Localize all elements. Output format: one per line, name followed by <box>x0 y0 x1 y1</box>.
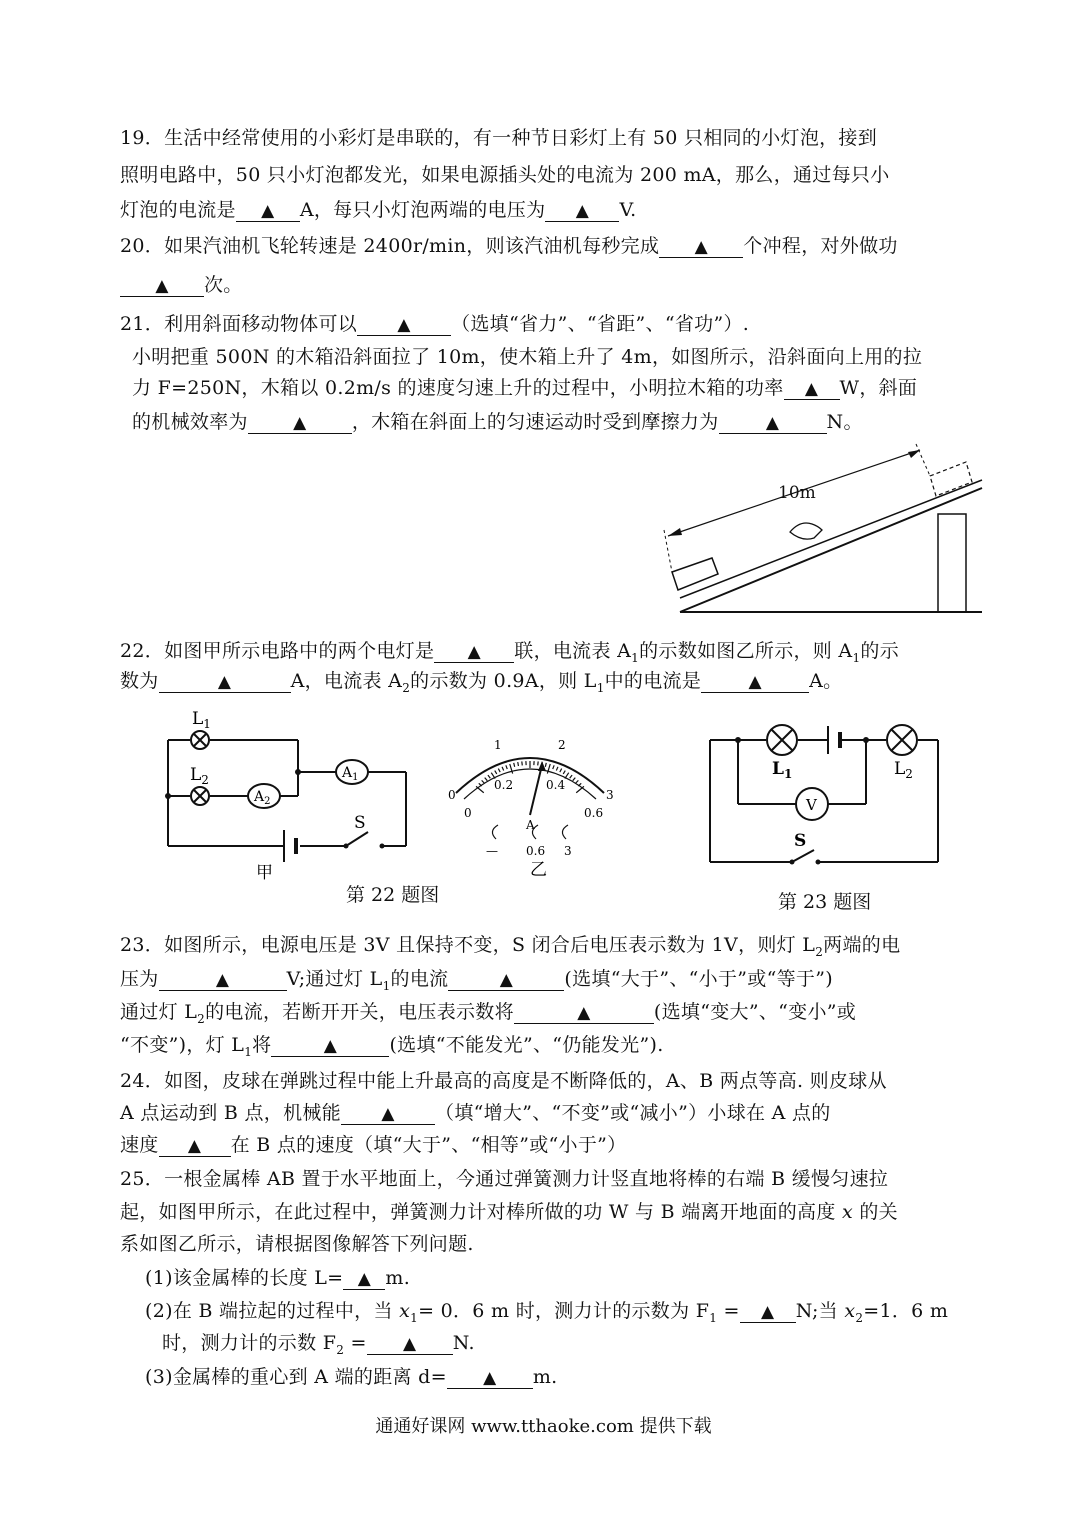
q25-part-1: (1)该金属棒的长度 L= ▲ m. <box>145 1267 411 1289</box>
dial-top-3: 3 <box>606 788 614 802</box>
answer-blank[interactable]: ▲ <box>448 969 564 991</box>
terminal-3: 3 <box>564 844 572 858</box>
dial-tick <box>476 786 484 792</box>
q20-line-2: ▲ 次。 <box>120 270 970 297</box>
q21-line-3: 力 F=250N，木箱以 0.2m/s 的速度匀速上升的过程中，小明拉木箱的功率 ▲ W，斜面 <box>132 377 918 399</box>
answer-blank[interactable]: ▲ <box>434 641 514 663</box>
dial-tick <box>502 767 504 771</box>
answer-blank[interactable]: ▲ <box>248 412 352 434</box>
dial-bottom-a: A <box>526 818 535 832</box>
q22-line-1: 22．如图甲所示电路中的两个电灯是 ▲ 联，电流表 $A_1$的示数如图乙所示，则 $A_1$的示 <box>120 640 900 665</box>
voltmeter-label: V <box>806 796 817 814</box>
q22-line-2: 数为 ▲ A，电流表 $A_2$的示数为 0.9A，则 $L_1$中的电流是 ▲ A。 <box>120 670 843 695</box>
answer-blank[interactable]: ▲ <box>514 1002 654 1024</box>
circuit-jia <box>150 700 420 890</box>
dial-tick <box>560 769 562 773</box>
lamp-l2-label: $L_2$ <box>894 759 913 781</box>
dial-tick <box>482 780 485 783</box>
q25-line-2: 起，如图甲所示，在此过程中，弹簧测力计对棒所做的功 W 与 B 端离开地面的高度 x 的关 <box>120 1201 898 1223</box>
switch-s-label: S <box>354 813 366 833</box>
answer-blank[interactable]: ▲ <box>120 275 204 297</box>
answer-blank[interactable]: ▲ <box>159 969 287 991</box>
dial-top-1: 1 <box>494 738 502 752</box>
answer-blank[interactable]: ▲ <box>159 671 291 693</box>
dial-bottom-0: 0 <box>464 806 472 820</box>
dial-tick <box>563 771 565 774</box>
dial-top-2: 2 <box>558 738 566 752</box>
lamp-l1-label: $L_1$ <box>772 759 793 781</box>
lamp-l2-label: $L_2$ <box>190 765 209 787</box>
q23-line-4: “不变”)，灯 $L_1$将 ▲ (选填“不能发光”、“仍能发光”). <box>120 1034 664 1059</box>
q21-line-2: 小明把重 500N 的木箱沿斜面拉了 10m，使木箱上升了 4m，如图所示，沿斜面向上用的拉 <box>132 346 923 368</box>
dial-tick <box>545 763 546 767</box>
lamp-l1-label: $L_1$ <box>192 709 211 731</box>
ammeter-dial <box>442 735 618 877</box>
q19-line-2: 照明电路中，50 只小灯泡都发光，如果电源插头处的电流为 200 mA，那么，通过每只小 <box>120 164 890 186</box>
q21-line-1: 21．利用斜面移动物体可以 ▲ （选填“省力”、“省距”、“省功”）. <box>120 313 750 335</box>
terminal-06: 0.6 <box>526 844 546 858</box>
dial-tick <box>514 763 515 767</box>
dial-tick <box>506 765 507 769</box>
q25-line-3: 系如图乙所示，请根据图像解答下列问题. <box>120 1233 474 1255</box>
dial-inner-02: 0.2 <box>494 778 514 792</box>
dial-inner-04: 0.4 <box>546 778 566 792</box>
figure-22-caption: 第 22 题图 <box>346 884 440 906</box>
answer-blank[interactable]: ▲ <box>159 1135 231 1157</box>
answer-blank[interactable]: ▲ <box>271 1035 389 1057</box>
answer-blank[interactable]: ▲ <box>357 314 451 336</box>
dial-tick <box>570 775 572 778</box>
dial-tick <box>556 767 558 771</box>
ammeter-a1-label: $A_1$ <box>342 765 359 783</box>
dial-tick <box>495 771 497 774</box>
dial-tick <box>485 778 488 781</box>
dial-tick <box>576 780 579 783</box>
dial-tick <box>573 778 576 781</box>
figure-23-caption: 第 23 题图 <box>778 891 872 913</box>
q23-line-2: 压为 ▲ V;通过灯 $L_1$的电流 ▲ (选填“大于”、“小于”或“等于”) <box>120 968 833 993</box>
answer-blank[interactable]: ▲ <box>740 1301 796 1323</box>
answer-blank[interactable]: ▲ <box>367 1333 453 1355</box>
q20-line-1: 20．如果汽油机飞轮转速是 2400r/min，则该汽油机每秒完成 ▲ 个冲程，对外做功 <box>120 235 898 257</box>
answer-blank[interactable]: ▲ <box>719 412 827 434</box>
answer-blank[interactable]: ▲ <box>545 200 619 222</box>
answer-blank[interactable]: ▲ <box>343 1268 385 1290</box>
answer-blank[interactable]: ▲ <box>784 378 840 400</box>
terminal-minus: — <box>486 844 498 858</box>
answer-blank[interactable]: ▲ <box>236 200 300 222</box>
dial-tick <box>553 765 554 769</box>
dial-tick <box>498 769 500 773</box>
q19-line-3: 灯泡的电流是 ▲ A，每只小灯泡两端的电压为 ▲ V. <box>120 199 637 221</box>
answer-blank[interactable]: ▲ <box>447 1367 533 1389</box>
q24-line-3: 速度 ▲ 在 B 点的速度（填“大于”、“相等”或“小于”） <box>120 1134 627 1156</box>
q23-line-3: 通过灯 $L_2$的电流，若断开开关，电压表示数将 ▲ (选填“变大”、“变小”或 <box>120 1001 857 1026</box>
answer-blank[interactable]: ▲ <box>701 671 809 693</box>
q25-part-3: (3)金属棒的重心到 A 端的距离 d= ▲ m. <box>145 1366 558 1388</box>
answer-blank[interactable]: ▲ <box>341 1103 435 1125</box>
fig-yi-label: 乙 <box>530 860 547 877</box>
dial-tick <box>518 762 519 766</box>
incline-figure <box>650 440 990 620</box>
switch-s-label: S <box>794 831 807 851</box>
fig-jia-label: 甲 <box>256 863 273 883</box>
dial-tick <box>576 786 584 792</box>
dial-tick <box>488 775 490 778</box>
q25-line-1: 25．一根金属棒 AB 置于水平地面上，今通过弹簧测力计竖直地将棒的右端 B 缓慢匀速拉 <box>120 1168 889 1190</box>
q24-line-1: 24．如图，皮球在弹跳过程中能上升最高的高度是不断降低的，A、B 两点等高. 则皮球从 <box>120 1070 887 1092</box>
dial-top-0: 0 <box>448 788 456 802</box>
answer-blank[interactable]: ▲ <box>659 236 743 258</box>
q24-line-2: A 点运动到 B 点，机械能 ▲ （填“增大”、“不变”或“减小”）小球在 A 点的 <box>120 1102 831 1124</box>
ammeter-a2-label: $A_2$ <box>254 789 271 807</box>
dial-bottom-06: 0.6 <box>584 806 604 820</box>
incline-length-label: 10m <box>778 483 816 503</box>
page-footer: 通通好课网 www.tthaoke.com 提供下载 <box>375 1416 712 1437</box>
q19-line-1: 19．生活中经常使用的小彩灯是串联的，有一种节日彩灯上有 50 只相同的小灯泡，接到 <box>120 127 878 149</box>
q23-line-1: 23．如图所示，电源电压是 3V 且保持不变，S 闭合后电压表示数为 1V，则灯 $L_2$两端的电 <box>120 934 901 959</box>
q25-part-2: (2)在 B 端拉起的过程中，当 $x_1= 0$．6 m 时，测力计的示数为 $F_1$ = ▲ N;当 $x_2=1$．6 m <box>145 1300 949 1325</box>
q21-line-4: 的机械效率为 ▲ ，木箱在斜面上的匀速运动时受到摩擦力为 ▲ N。 <box>132 411 863 433</box>
q25-part-2-cont: 时，测力计的示数 $F_2$ = ▲ N. <box>162 1332 475 1357</box>
circuit-23 <box>700 712 950 872</box>
